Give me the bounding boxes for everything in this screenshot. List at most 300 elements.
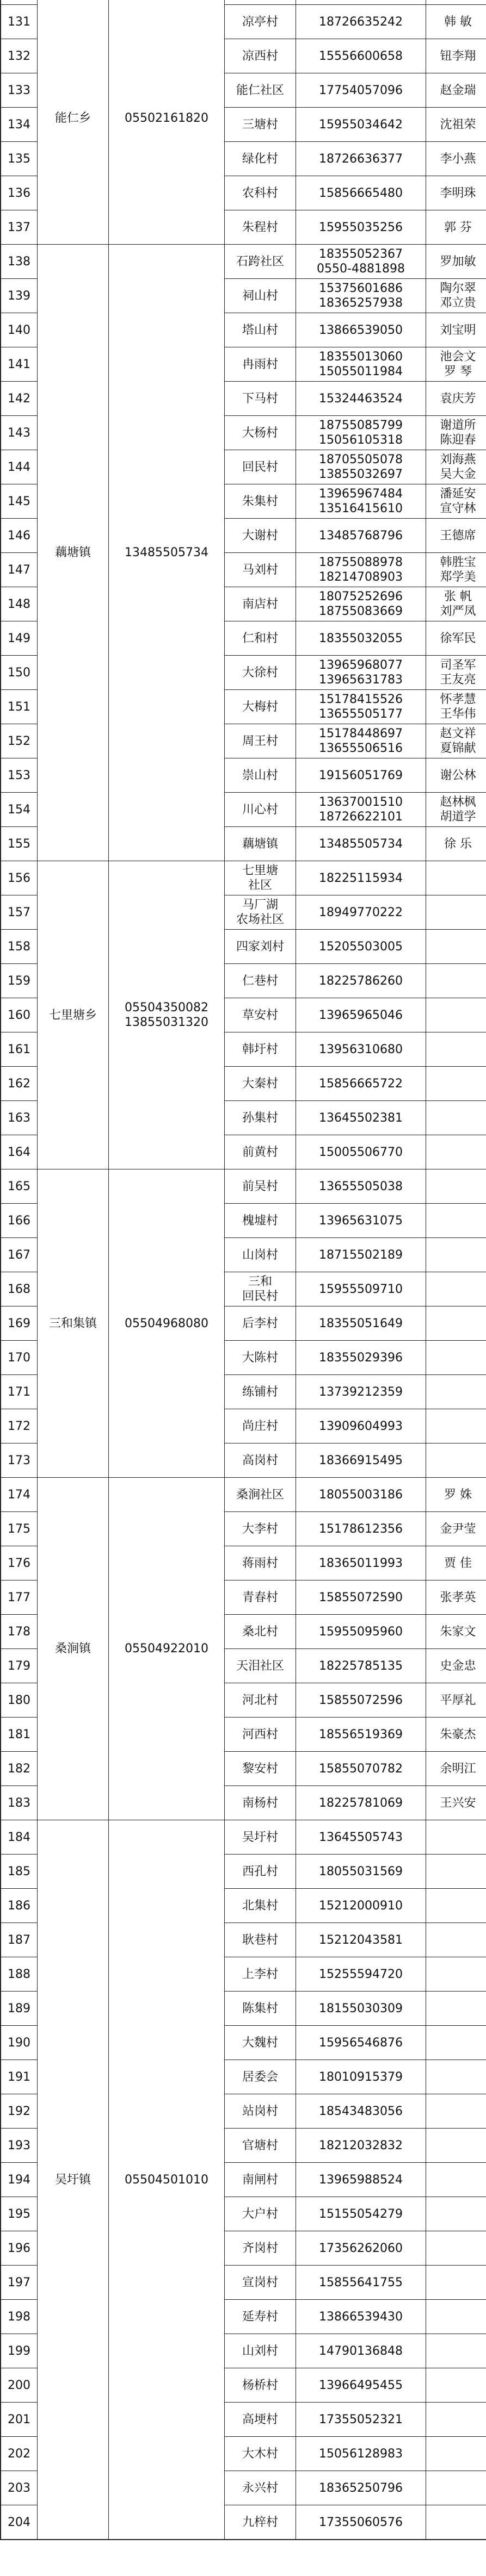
contact-name-cell bbox=[426, 895, 486, 930]
row-number-cell: 204 bbox=[1, 2505, 38, 2540]
town-name-cell: 吴圩镇 bbox=[38, 1820, 109, 2540]
phone-cell: 13645502381 bbox=[296, 1101, 426, 1135]
phone-cell: 19156051769 bbox=[296, 758, 426, 793]
phone-cell: 18705505078 13855032697 bbox=[296, 450, 426, 484]
town-phone-cell: 05504501010 bbox=[109, 1820, 225, 2540]
village-cell: 藕塘镇 bbox=[225, 827, 296, 861]
contact-name-cell: 贾 佳 bbox=[426, 1546, 486, 1581]
village-cell: 朱程村 bbox=[225, 210, 296, 245]
contact-name-cell: 谢公林 bbox=[426, 758, 486, 793]
phone-cell: 15855070782 bbox=[296, 1752, 426, 1786]
phone-cell: 15255594720 bbox=[296, 1957, 426, 1992]
contact-name-cell bbox=[426, 1957, 486, 1992]
contact-name-cell bbox=[426, 1306, 486, 1341]
village-cell: 吴圩村 bbox=[225, 1820, 296, 1855]
contact-name-cell bbox=[426, 2026, 486, 2060]
village-cell: 蒋雨村 bbox=[225, 1546, 296, 1581]
phone-cell: 18556519369 bbox=[296, 1718, 426, 1752]
contact-name-cell bbox=[426, 1135, 486, 1169]
contact-name-cell bbox=[426, 2094, 486, 2129]
phone-cell: 15205503005 bbox=[296, 930, 426, 964]
row-number-cell: 183 bbox=[1, 1786, 38, 1820]
village-cell: 凉亭村 bbox=[225, 5, 296, 39]
village-cell: 朱集村 bbox=[225, 484, 296, 519]
row-number-cell: 171 bbox=[1, 1375, 38, 1409]
row-number-cell: 172 bbox=[1, 1409, 38, 1443]
phone-cell: 18155030309 bbox=[296, 1992, 426, 2026]
contact-name-cell bbox=[426, 1272, 486, 1306]
town-phone-cell: 05504968080 bbox=[109, 1169, 225, 1478]
phone-cell: 15155054279 bbox=[296, 2197, 426, 2231]
phone-cell: 18365250796 bbox=[296, 2471, 426, 2505]
contact-name-cell bbox=[426, 2197, 486, 2231]
phone-cell: 18075252696 18755083669 bbox=[296, 587, 426, 621]
village-cell: 大徐村 bbox=[225, 656, 296, 690]
village-cell: 高岗村 bbox=[225, 1443, 296, 1478]
row-number-cell: 194 bbox=[1, 2163, 38, 2197]
row-number-cell: 148 bbox=[1, 587, 38, 621]
row-number-cell: 150 bbox=[1, 656, 38, 690]
row-number-cell: 201 bbox=[1, 2403, 38, 2437]
phone-cell: 15856665480 bbox=[296, 176, 426, 210]
phone-cell bbox=[296, 0, 426, 5]
contact-name-cell: 罗加敏 bbox=[426, 245, 486, 279]
contact-name-cell bbox=[426, 1238, 486, 1272]
village-cell: 河西村 bbox=[225, 1718, 296, 1752]
phone-cell: 15955095960 bbox=[296, 1615, 426, 1649]
row-number-cell: 184 bbox=[1, 1820, 38, 1855]
phone-cell: 18755085799 15056105318 bbox=[296, 416, 426, 450]
row-number-cell: 167 bbox=[1, 1238, 38, 1272]
contact-name-cell bbox=[426, 998, 486, 1032]
village-cell: 桑涧社区 bbox=[225, 1478, 296, 1512]
row-number-cell: 137 bbox=[1, 210, 38, 245]
phone-cell: 15212000910 bbox=[296, 1889, 426, 1923]
phone-cell: 18726635242 bbox=[296, 5, 426, 39]
village-cell: 前吴村 bbox=[225, 1169, 296, 1204]
contact-name-cell bbox=[426, 1341, 486, 1375]
row-number-cell: 145 bbox=[1, 484, 38, 519]
contact-name-cell bbox=[426, 1992, 486, 2026]
contact-name-cell: 袁庆芳 bbox=[426, 382, 486, 416]
contact-name-cell bbox=[426, 1923, 486, 1957]
village-cell: 山岗村 bbox=[225, 1238, 296, 1272]
row-number-cell: 195 bbox=[1, 2197, 38, 2231]
village-cell: 孙集村 bbox=[225, 1101, 296, 1135]
village-cell: 周王村 bbox=[225, 724, 296, 758]
contact-name-cell bbox=[426, 2163, 486, 2197]
contact-name-cell bbox=[426, 1067, 486, 1101]
village-cell: 韩圩村 bbox=[225, 1032, 296, 1067]
village-cell: 大户村 bbox=[225, 2197, 296, 2231]
contact-name-cell bbox=[426, 964, 486, 998]
village-cell: 下马村 bbox=[225, 382, 296, 416]
phone-cell: 18355032055 bbox=[296, 621, 426, 656]
contact-name-cell: 韩 敏 bbox=[426, 5, 486, 39]
row-number-cell: 176 bbox=[1, 1546, 38, 1581]
table-row bbox=[1, 1478, 486, 1512]
contact-name-cell: 韩胜宝 郑学美 bbox=[426, 553, 486, 587]
village-cell: 南杨村 bbox=[225, 1786, 296, 1820]
row-number-cell: 135 bbox=[1, 142, 38, 176]
phone-cell: 15956546876 bbox=[296, 2026, 426, 2060]
row-number-cell: 143 bbox=[1, 416, 38, 450]
village-cell: 北集村 bbox=[225, 1889, 296, 1923]
contact-name-cell bbox=[426, 2231, 486, 2266]
contact-name-cell bbox=[426, 1204, 486, 1238]
phone-cell: 13966495455 bbox=[296, 2368, 426, 2403]
contact-name-cell: 池会文 罗 琴 bbox=[426, 347, 486, 382]
village-cell: 大木村 bbox=[225, 2437, 296, 2471]
row-number-cell: 193 bbox=[1, 2129, 38, 2163]
contact-name-cell: 赵文祥 夏锦献 bbox=[426, 724, 486, 758]
row-number-cell: 169 bbox=[1, 1306, 38, 1341]
town-name-cell: 七里塘乡 bbox=[38, 861, 109, 1169]
contact-name-cell: 罗 姝 bbox=[426, 1478, 486, 1512]
row-number-cell: 196 bbox=[1, 2231, 38, 2266]
contact-name-cell: 王兴安 bbox=[426, 1786, 486, 1820]
village-cell: 大魏村 bbox=[225, 2026, 296, 2060]
row-number-cell: 170 bbox=[1, 1341, 38, 1375]
phone-cell: 18055031569 bbox=[296, 1855, 426, 1889]
row-number-cell: 166 bbox=[1, 1204, 38, 1238]
village-cell: 官塘村 bbox=[225, 2129, 296, 2163]
town-name-cell: 三和集镇 bbox=[38, 1169, 109, 1478]
phone-cell: 18755088978 18214708903 bbox=[296, 553, 426, 587]
phone-cell: 13637001510 18726622101 bbox=[296, 793, 426, 827]
contact-name-cell: 赵金瑞 bbox=[426, 73, 486, 108]
row-number-cell: 199 bbox=[1, 2334, 38, 2368]
row-number-cell: 139 bbox=[1, 279, 38, 313]
row-number-cell: 178 bbox=[1, 1615, 38, 1649]
phone-cell: 15178448697 13655506516 bbox=[296, 724, 426, 758]
phone-cell: 18355051649 bbox=[296, 1306, 426, 1341]
phone-cell: 18355052367 0550-4881898 bbox=[296, 245, 426, 279]
row-number-cell: 155 bbox=[1, 827, 38, 861]
row-number-cell bbox=[1, 0, 38, 5]
row-number-cell: 164 bbox=[1, 1135, 38, 1169]
phone-cell: 18365011993 bbox=[296, 1546, 426, 1581]
contact-name-cell bbox=[426, 2437, 486, 2471]
village-cell: 前黄村 bbox=[225, 1135, 296, 1169]
phone-cell: 15955509710 bbox=[296, 1272, 426, 1306]
phone-cell: 13956310680 bbox=[296, 1032, 426, 1067]
contact-name-cell bbox=[426, 1101, 486, 1135]
row-number-cell: 173 bbox=[1, 1443, 38, 1478]
row-number-cell: 187 bbox=[1, 1923, 38, 1957]
village-cell: 居委会 bbox=[225, 2060, 296, 2094]
village-cell: 四家刘村 bbox=[225, 930, 296, 964]
table-row-partial bbox=[1, 0, 486, 5]
village-cell: 祠山村 bbox=[225, 279, 296, 313]
row-number-cell: 142 bbox=[1, 382, 38, 416]
row-number-cell: 165 bbox=[1, 1169, 38, 1204]
phone-cell: 17754057096 bbox=[296, 73, 426, 108]
village-cell: 南店村 bbox=[225, 587, 296, 621]
village-cell bbox=[225, 0, 296, 5]
row-number-cell: 131 bbox=[1, 5, 38, 39]
table-row bbox=[1, 861, 486, 895]
town-name-cell: 桑涧镇 bbox=[38, 1478, 109, 1820]
contact-name-cell bbox=[426, 2368, 486, 2403]
row-number-cell: 157 bbox=[1, 895, 38, 930]
town-phone-cell: 05504350082 13855031320 bbox=[109, 861, 225, 1169]
contact-name-cell: 王德席 bbox=[426, 519, 486, 553]
contact-name-cell: 怀孝慧 王华伟 bbox=[426, 690, 486, 724]
row-number-cell: 175 bbox=[1, 1512, 38, 1546]
contact-name-cell bbox=[426, 2505, 486, 2540]
village-cell: 大陈村 bbox=[225, 1341, 296, 1375]
phone-cell: 15955035256 bbox=[296, 210, 426, 245]
contact-name-cell: 余明江 bbox=[426, 1752, 486, 1786]
row-number-cell: 191 bbox=[1, 2060, 38, 2094]
village-cell: 高埂村 bbox=[225, 2403, 296, 2437]
village-cell: 西孔村 bbox=[225, 1855, 296, 1889]
contact-name-cell: 张 帆 刘严凤 bbox=[426, 587, 486, 621]
contact-name-cell: 朱家文 bbox=[426, 1615, 486, 1649]
phone-cell: 15178415526 13655505177 bbox=[296, 690, 426, 724]
phone-cell: 13866539430 bbox=[296, 2300, 426, 2334]
contact-name-cell bbox=[426, 0, 486, 5]
contact-name-cell: 李小燕 bbox=[426, 142, 486, 176]
table-row bbox=[1, 1820, 486, 1855]
contact-table-body bbox=[1, 0, 486, 2540]
row-number-cell: 156 bbox=[1, 861, 38, 895]
row-number-cell: 185 bbox=[1, 1855, 38, 1889]
town-phone-cell: 13485505734 bbox=[109, 245, 225, 861]
contact-name-cell bbox=[426, 1889, 486, 1923]
row-number-cell: 197 bbox=[1, 2266, 38, 2300]
village-cell: 农科村 bbox=[225, 176, 296, 210]
contact-name-cell bbox=[426, 2334, 486, 2368]
village-cell: 川心村 bbox=[225, 793, 296, 827]
village-cell: 石跨社区 bbox=[225, 245, 296, 279]
village-cell: 宣岗村 bbox=[225, 2266, 296, 2300]
phone-cell: 15955034642 bbox=[296, 108, 426, 142]
phone-cell: 18055003186 bbox=[296, 1478, 426, 1512]
phone-cell: 18212032832 bbox=[296, 2129, 426, 2163]
row-number-cell: 203 bbox=[1, 2471, 38, 2505]
contact-name-cell bbox=[426, 2129, 486, 2163]
contact-name-cell: 徐 乐 bbox=[426, 827, 486, 861]
contact-name-cell bbox=[426, 1409, 486, 1443]
row-number-cell: 163 bbox=[1, 1101, 38, 1135]
contact-name-cell: 刘宝明 bbox=[426, 313, 486, 347]
village-cell: 山刘村 bbox=[225, 2334, 296, 2368]
row-number-cell: 151 bbox=[1, 690, 38, 724]
row-number-cell: 144 bbox=[1, 450, 38, 484]
village-cell: 能仁社区 bbox=[225, 73, 296, 108]
contact-name-cell: 赵林枫 胡道学 bbox=[426, 793, 486, 827]
contact-name-cell: 沈祖荣 bbox=[426, 108, 486, 142]
row-number-cell: 192 bbox=[1, 2094, 38, 2129]
row-number-cell: 147 bbox=[1, 553, 38, 587]
village-cell: 永兴村 bbox=[225, 2471, 296, 2505]
table-row bbox=[1, 245, 486, 279]
phone-cell: 15855641755 bbox=[296, 2266, 426, 2300]
phone-cell: 15855072596 bbox=[296, 1683, 426, 1718]
village-cell: 大杨村 bbox=[225, 416, 296, 450]
village-cell: 练铺村 bbox=[225, 1375, 296, 1409]
phone-cell: 18225781069 bbox=[296, 1786, 426, 1820]
village-cell: 黎安村 bbox=[225, 1752, 296, 1786]
row-number-cell: 198 bbox=[1, 2300, 38, 2334]
contact-name-cell bbox=[426, 2471, 486, 2505]
phone-cell: 18949770222 bbox=[296, 895, 426, 930]
village-cell: 上李村 bbox=[225, 1957, 296, 1992]
phone-cell: 15375601686 18365257938 bbox=[296, 279, 426, 313]
row-number-cell: 179 bbox=[1, 1649, 38, 1683]
contact-name-cell bbox=[426, 1820, 486, 1855]
contact-name-cell: 张孝英 bbox=[426, 1581, 486, 1615]
village-cell: 仁巷村 bbox=[225, 964, 296, 998]
phone-cell: 17356262060 bbox=[296, 2231, 426, 2266]
phone-cell: 18355029396 bbox=[296, 1341, 426, 1375]
row-number-cell: 190 bbox=[1, 2026, 38, 2060]
phone-cell: 15856665722 bbox=[296, 1067, 426, 1101]
row-number-cell: 202 bbox=[1, 2437, 38, 2471]
row-number-cell: 158 bbox=[1, 930, 38, 964]
row-number-cell: 134 bbox=[1, 108, 38, 142]
contact-name-cell bbox=[426, 861, 486, 895]
contact-name-cell: 刘海燕 吴大金 bbox=[426, 450, 486, 484]
phone-cell: 18225785135 bbox=[296, 1649, 426, 1683]
village-cell: 桑北村 bbox=[225, 1615, 296, 1649]
row-number-cell: 133 bbox=[1, 73, 38, 108]
phone-cell: 15855072590 bbox=[296, 1581, 426, 1615]
phone-cell: 18355013060 15055011984 bbox=[296, 347, 426, 382]
phone-cell: 15005506770 bbox=[296, 1135, 426, 1169]
contact-name-cell: 潘延安 宣守林 bbox=[426, 484, 486, 519]
phone-cell: 18366915495 bbox=[296, 1443, 426, 1478]
row-number-cell: 146 bbox=[1, 519, 38, 553]
contact-name-cell: 平厚礼 bbox=[426, 1683, 486, 1718]
village-cell: 槐墟村 bbox=[225, 1204, 296, 1238]
phone-cell: 13866539050 bbox=[296, 313, 426, 347]
row-number-cell: 132 bbox=[1, 39, 38, 73]
phone-cell: 13965968077 13965631783 bbox=[296, 656, 426, 690]
contact-name-cell bbox=[426, 2266, 486, 2300]
village-cell: 大谢村 bbox=[225, 519, 296, 553]
village-cell: 崇山村 bbox=[225, 758, 296, 793]
row-number-cell: 168 bbox=[1, 1272, 38, 1306]
row-number-cell: 174 bbox=[1, 1478, 38, 1512]
town-name-cell: 能仁乡 bbox=[38, 0, 109, 245]
table-row bbox=[1, 1169, 486, 1204]
contact-name-cell: 朱豪杰 bbox=[426, 1718, 486, 1752]
village-cell: 马刘村 bbox=[225, 553, 296, 587]
row-number-cell: 160 bbox=[1, 998, 38, 1032]
phone-cell: 13965631075 bbox=[296, 1204, 426, 1238]
contact-name-cell bbox=[426, 1855, 486, 1889]
village-cell: 陈集村 bbox=[225, 1992, 296, 2026]
row-number-cell: 154 bbox=[1, 793, 38, 827]
village-cell: 尚庄村 bbox=[225, 1409, 296, 1443]
phone-cell: 13965988524 bbox=[296, 2163, 426, 2197]
contact-name-cell: 郭 芬 bbox=[426, 210, 486, 245]
contact-name-cell bbox=[426, 2403, 486, 2437]
phone-cell: 18225115934 bbox=[296, 861, 426, 895]
contact-name-cell bbox=[426, 2300, 486, 2334]
row-number-cell: 200 bbox=[1, 2368, 38, 2403]
row-number-cell: 152 bbox=[1, 724, 38, 758]
row-number-cell: 138 bbox=[1, 245, 38, 279]
village-cell: 站岗村 bbox=[225, 2094, 296, 2129]
village-cell: 齐岗村 bbox=[225, 2231, 296, 2266]
village-cell: 冉雨村 bbox=[225, 347, 296, 382]
row-number-cell: 140 bbox=[1, 313, 38, 347]
phone-cell: 15556600658 bbox=[296, 39, 426, 73]
phone-cell: 18726636377 bbox=[296, 142, 426, 176]
phone-cell: 18715502189 bbox=[296, 1238, 426, 1272]
village-cell: 杨桥村 bbox=[225, 2368, 296, 2403]
town-phone-cell: 05502161820 bbox=[109, 0, 225, 245]
village-cell: 河北村 bbox=[225, 1683, 296, 1718]
village-cell: 马厂湖 农场社区 bbox=[225, 895, 296, 930]
contact-name-cell: 金尹莹 bbox=[426, 1512, 486, 1546]
phone-cell: 17355052321 bbox=[296, 2403, 426, 2437]
row-number-cell: 136 bbox=[1, 176, 38, 210]
village-cell: 南闸村 bbox=[225, 2163, 296, 2197]
phone-cell: 13965965046 bbox=[296, 998, 426, 1032]
row-number-cell: 159 bbox=[1, 964, 38, 998]
phone-cell: 15212043581 bbox=[296, 1923, 426, 1957]
row-number-cell: 180 bbox=[1, 1683, 38, 1718]
row-number-cell: 189 bbox=[1, 1992, 38, 2026]
phone-cell: 13485768796 bbox=[296, 519, 426, 553]
phone-cell: 18225786260 bbox=[296, 964, 426, 998]
row-number-cell: 162 bbox=[1, 1067, 38, 1101]
phone-cell: 13645505743 bbox=[296, 1820, 426, 1855]
phone-cell: 15324463524 bbox=[296, 382, 426, 416]
phone-cell: 13965967484 13516415610 bbox=[296, 484, 426, 519]
village-cell: 七里塘 社区 bbox=[225, 861, 296, 895]
row-number-cell: 177 bbox=[1, 1581, 38, 1615]
village-cell: 耿巷村 bbox=[225, 1923, 296, 1957]
village-cell: 大秦村 bbox=[225, 1067, 296, 1101]
village-cell: 凉西村 bbox=[225, 39, 296, 73]
row-number-cell: 186 bbox=[1, 1889, 38, 1923]
contact-name-cell: 陶尔翠 邓立贵 bbox=[426, 279, 486, 313]
village-cell: 三和 回民村 bbox=[225, 1272, 296, 1306]
phone-cell: 13655505038 bbox=[296, 1169, 426, 1204]
phone-cell: 13485505734 bbox=[296, 827, 426, 861]
phone-cell: 13909604993 bbox=[296, 1409, 426, 1443]
row-number-cell: 153 bbox=[1, 758, 38, 793]
village-cell: 青春村 bbox=[225, 1581, 296, 1615]
phone-cell: 18543483056 bbox=[296, 2094, 426, 2129]
contact-name-cell: 徐军民 bbox=[426, 621, 486, 656]
row-number-cell: 161 bbox=[1, 1032, 38, 1067]
village-cell: 大梅村 bbox=[225, 690, 296, 724]
village-cell: 绿化村 bbox=[225, 142, 296, 176]
contact-name-cell bbox=[426, 2060, 486, 2094]
row-number-cell: 182 bbox=[1, 1752, 38, 1786]
phone-cell: 17355060576 bbox=[296, 2505, 426, 2540]
row-number-cell: 188 bbox=[1, 1957, 38, 1992]
contact-name-cell bbox=[426, 1169, 486, 1204]
contact-name-cell: 司圣军 王友亮 bbox=[426, 656, 486, 690]
contact-name-cell bbox=[426, 1443, 486, 1478]
village-cell: 九梓村 bbox=[225, 2505, 296, 2540]
contact-name-cell: 谢道所 陈迎春 bbox=[426, 416, 486, 450]
row-number-cell: 181 bbox=[1, 1718, 38, 1752]
contact-name-cell: 史金忠 bbox=[426, 1649, 486, 1683]
village-cell: 延寿村 bbox=[225, 2300, 296, 2334]
village-cell: 天泪社区 bbox=[225, 1649, 296, 1683]
village-cell: 后李村 bbox=[225, 1306, 296, 1341]
contact-name-cell bbox=[426, 930, 486, 964]
